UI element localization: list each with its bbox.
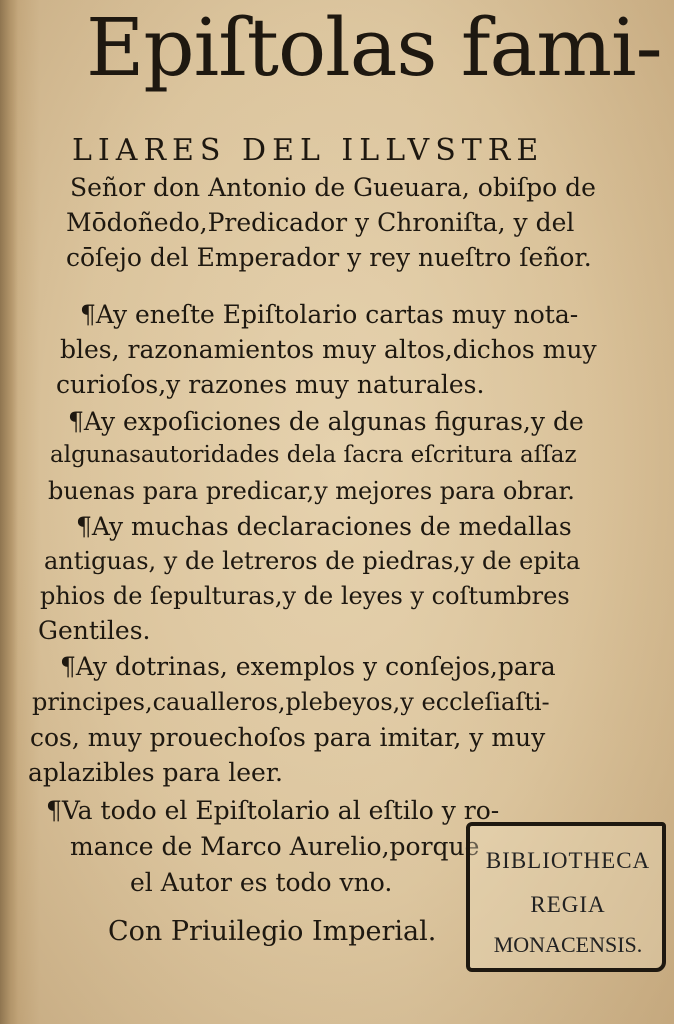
body-line: antiguas, y de letreros de piedras,y de epita [44, 547, 581, 575]
page-gutter-shadow [0, 0, 18, 1024]
library-stamp [466, 822, 666, 972]
body-line: Gentiles. [38, 616, 151, 645]
body-line: aplazibles para leer. [28, 758, 283, 787]
body-line: mance de Marco Aurelio,porque [70, 832, 480, 861]
body-line: ¶Ay muchas declaraciones de medallas [76, 512, 572, 541]
stamp-line-monacensis: MONACENSIS. [493, 932, 643, 957]
stamp-line-library: BIBLIOTHECA [485, 848, 651, 873]
subtitle-line: Mōdoñedo,Predicador y Chroniſta, y del [66, 208, 575, 237]
body-line: ¶Ay dotrinas, exemplos y conſejos,para [60, 652, 556, 681]
body-line: phios de ſepulturas,y de leyes y coſtumbres [40, 582, 570, 610]
stamp-line-regia: REGIA [530, 892, 606, 917]
subtitle-caps-line: LIARES DEL ILLVSTRE [72, 133, 545, 168]
body-line: algunasautoridades dela ſacra eſcritura aſſaz [50, 442, 577, 468]
body-line: buenas para predicar,y mejores para obrar. [48, 477, 575, 505]
body-line: bles, razonamientos muy altos,dichos muy [60, 335, 597, 364]
body-line: ¶Ay expoſiciones de algunas figuras,y de [68, 407, 584, 436]
body-line: principes,caualleros,plebeyos,y eccleſiaſti- [32, 688, 550, 716]
privilege-line: Con Priuilegio Imperial. [108, 916, 437, 947]
body-line: cos, muy prouechoſos para imitar, y muy [30, 723, 546, 752]
body-line: ¶Ay eneſte Epiſtolario cartas muy nota- [80, 300, 579, 329]
body-line: ¶Va todo el Epiſtolario al eſtilo y ro- [46, 796, 500, 825]
subtitle-line: cōſejo del Emperador y rey nueſtro ſeñor. [66, 243, 592, 272]
subtitle-line: Señor don Antonio de Gueuara, obiſpo de [70, 173, 596, 202]
page-title: Epiſtolas fami- [86, 1, 662, 94]
body-line: el Autor es todo vno. [130, 868, 393, 897]
body-line: curioſos,y razones muy naturales. [56, 370, 485, 399]
